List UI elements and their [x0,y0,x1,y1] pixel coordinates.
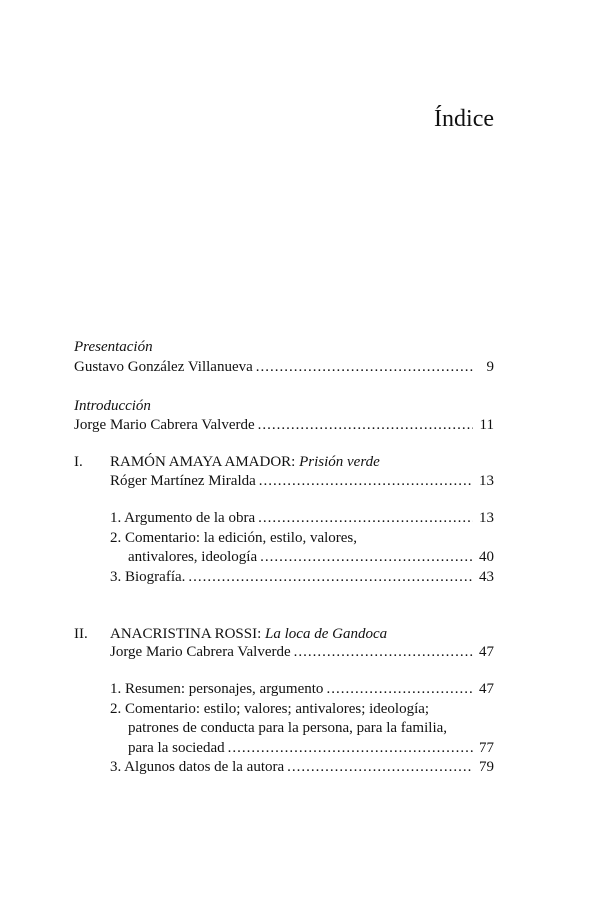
dot-leader [188,567,473,587]
toc-page-number: 9 [486,359,494,375]
toc-entry-text: 3. Biografía. [110,569,186,585]
toc-entry-text: 1. Resumen: personajes, argumento [110,681,324,697]
section-1-work-title: Prisión verde [299,454,380,470]
dot-leader [259,471,473,491]
toc-entry-text: antivalores, ideología [128,549,258,565]
dot-leader [258,508,473,528]
section-1-numeral: I. [74,454,83,470]
page-title: Índice [434,106,494,132]
toc-entry-section-2-item-1[interactable] [110,679,494,699]
toc-page-number: 47 [479,644,494,660]
toc-page-number: 11 [479,417,494,433]
toc-entry-text: para la sociedad [128,740,225,756]
toc-entry-text: 1. Argumento de la obra [110,510,256,526]
toc-entry-section-1-item-1[interactable] [110,508,494,528]
toc-entry-critic: Jorge Mario Cabrera Valverde [110,644,291,660]
toc-entry-section-1-item-3[interactable] [110,567,494,587]
toc-page-number: 13 [479,510,494,526]
toc-entry-introduccion[interactable] [74,415,494,435]
toc-entry-section-1-item-2-line-1: 2. Comentario: la edición, estilo, valores, [110,530,358,546]
dot-leader [294,642,473,662]
section-2-author-name: ANACRISTINA ROSSI: [110,626,262,642]
dot-leader [258,415,473,435]
dot-leader [228,738,473,758]
section-2-numeral: II. [74,626,88,642]
dot-leader [256,357,473,377]
dot-leader [326,679,473,699]
toc-entry-section-2-item-2[interactable] [128,738,494,758]
toc-entry-critic: Róger Martínez Miralda [110,473,256,489]
toc-entry-section-1-critic[interactable] [110,471,494,491]
section-2-work-title: La loca de Gandoca [265,626,388,642]
toc-page-number: 43 [479,569,494,585]
toc-entry-author: Jorge Mario Cabrera Valverde [74,417,255,433]
toc-page-number: 77 [479,740,494,756]
toc-entry-section-2-item-3[interactable] [110,757,494,777]
toc-entry-text: 3. Algunos datos de la autora [110,759,285,775]
toc-page-number: 79 [479,759,494,775]
introduccion-heading: Introducción [74,398,151,414]
section-2-heading [110,624,387,644]
toc-page-number: 13 [479,473,494,489]
toc-entry-section-2-item-2-line-1: 2. Comentario: estilo; valores; antivalores; ideología; [110,701,430,717]
toc-entry-presentacion[interactable] [74,357,494,377]
presentacion-heading: Presentación [74,339,153,355]
section-1-author-name: RAMÓN AMAYA AMADOR: [110,454,296,470]
toc-entry-section-2-critic[interactable] [110,642,494,662]
toc-page-number: 40 [479,549,494,565]
toc-entry-section-1-item-2[interactable] [128,547,494,567]
dot-leader [260,547,473,567]
dot-leader [287,757,473,777]
toc-entry-author: Gustavo González Villanueva [74,359,253,375]
section-1-heading [110,452,380,472]
toc-page-number: 47 [479,681,494,697]
toc-entry-section-2-item-2-line-2: patrones de conducta para la persona, para la familia, [128,720,448,736]
